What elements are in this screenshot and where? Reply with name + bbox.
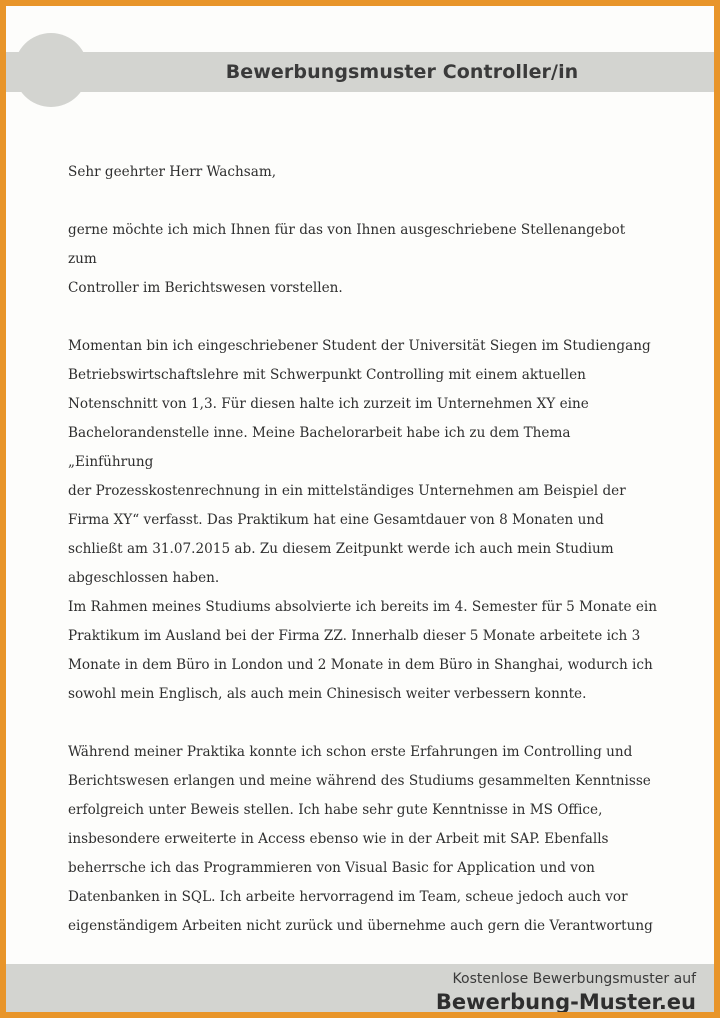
salutation: Sehr geehrter Herr Wachsam,	[68, 164, 277, 180]
letter-body	[68, 158, 658, 941]
paragraph-spacer	[68, 187, 658, 216]
letter-paragraph-2: Momentan bin ich eingeschriebener Student der Universität Siegen im Studiengang Betriebswirtschaftslehre mit Schwerpunkt Controlling mit einem aktuellen Notenschnitt von 1,3. Für diesen halte ich zurzeit im Unternehmen XY eine Bachelorandenstelle inne. Meine Bachelorarbeit habe ich zu dem Thema „Einführung der Prozesskostenrechnung in ein mittelständiges Unternehmen am Beispiel der Firma XY“ verfasst. Das Praktikum hat eine Gesamtdauer von 8 Monaten und schließt am 31.07.2015 ab. Zu diesem Zeitpunkt werde ich auch mein Studium abgeschlossen haben.	[68, 338, 651, 586]
paragraph-spacer	[68, 709, 658, 738]
page-title: Bewerbungsmuster Controller/in	[225, 61, 579, 83]
paragraph-spacer	[68, 303, 658, 332]
footer-tagline: Kostenlose Bewerbungsmuster auf	[452, 971, 696, 987]
footer-website[interactable]: Bewerbung-Muster.eu	[435, 990, 696, 1014]
letter-paragraph-3: Im Rahmen meines Studiums absolvierte ich bereits im 4. Semester für 5 Monate ein Praktikum im Ausland bei der Firma ZZ. Innerhalb dieser 5 Monate arbeitete ich 3 Monate in dem Büro in London und 2 Monate in dem Büro in Shanghai, wodurch ich sowohl mein Englisch, als auch mein Chinesisch weiter verbessern konnte.	[68, 599, 658, 702]
letter-paragraph-4: Während meiner Praktika konnte ich schon erste Erfahrungen im Controlling und Berichtswesen erlangen und meine während des Studiums gesammelten Kenntnisse erfolgreich unter Beweis stellen. Ich habe sehr gute Kenntnisse in MS Office, insbesondere erweiterte in Access ebenso wie in der Arbeit mit SAP. Ebenfalls beherrsche ich das Programmieren von Visual Basic for Application und von Datenbanken in SQL. Ich arbeite hervorragend im Team, scheue jedoch auch vor eigenständigem Arbeiten nicht zurück und übernehme auch gern die Verantwortung	[68, 744, 653, 934]
letter-paragraph-1: gerne möchte ich mich Ihnen für das von Ihnen ausgeschriebene Stellenangebot zum Controller im Berichtswesen vorstellen.	[68, 222, 626, 296]
header-circle-decoration	[14, 33, 88, 107]
